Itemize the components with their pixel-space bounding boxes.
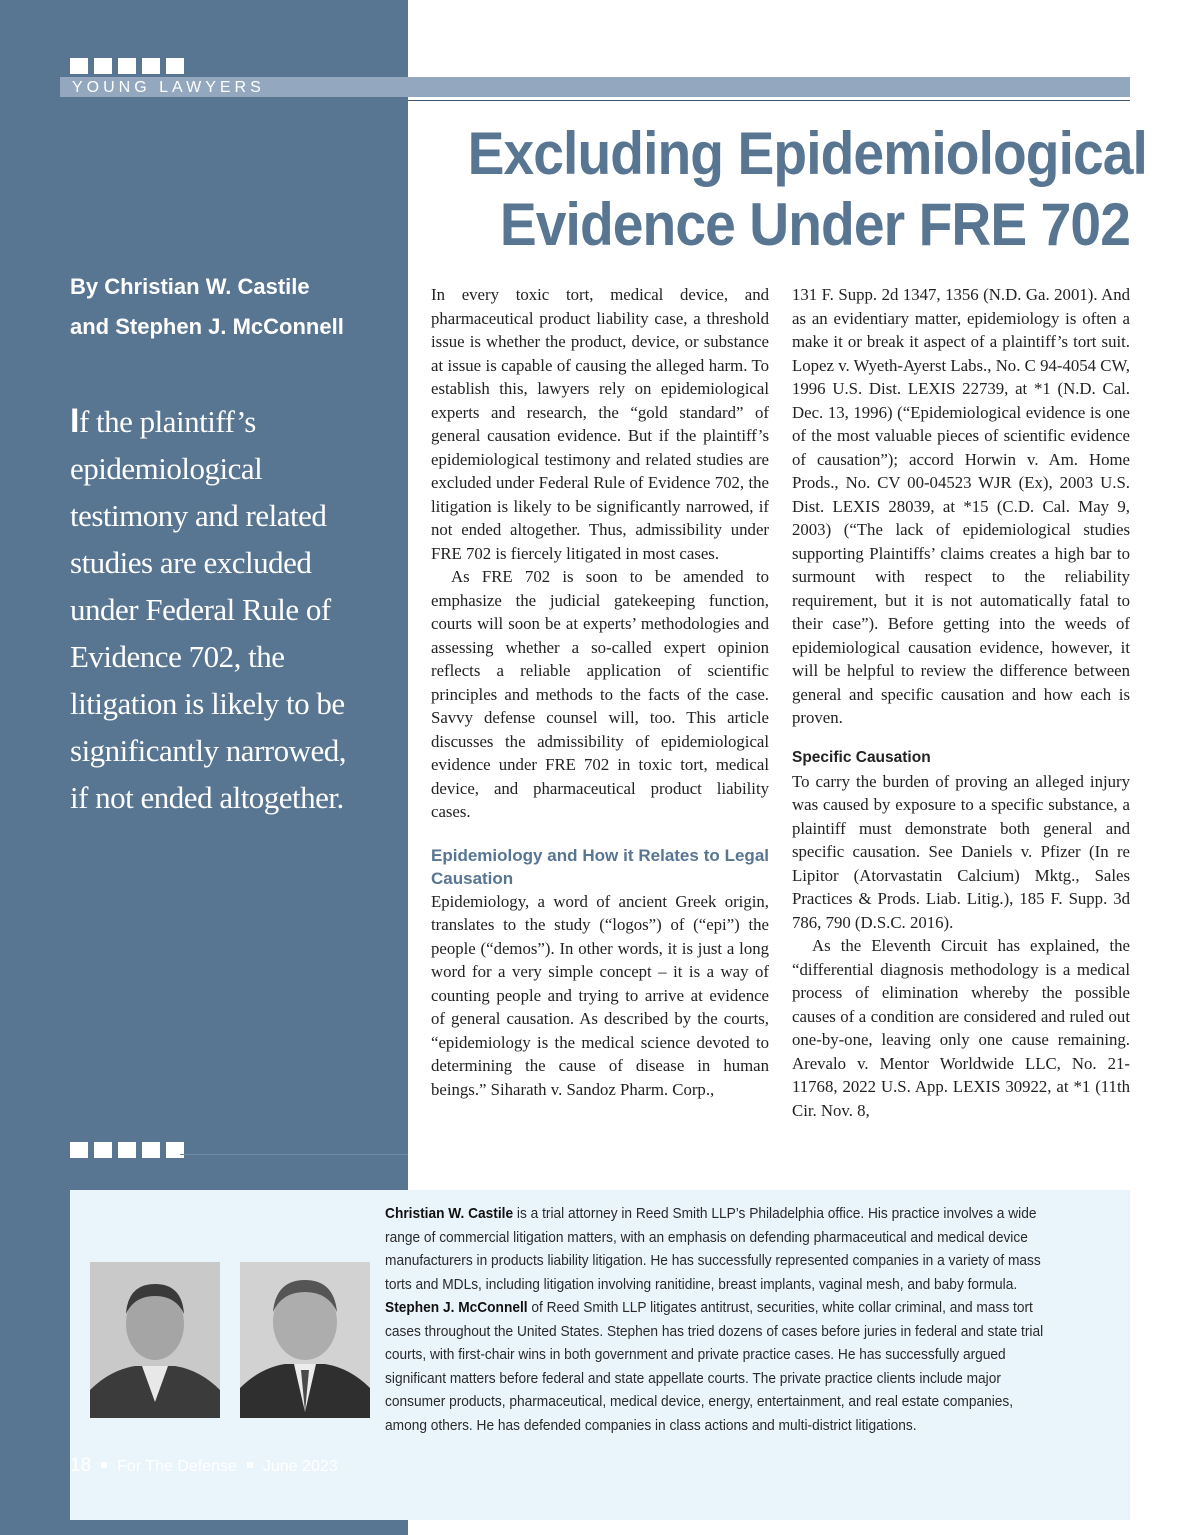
section-label: YOUNG LAWYERS [72,79,265,96]
decorative-squares-bottom [70,1142,184,1158]
article-title-line-1: Excluding Epidemiological [467,120,1147,187]
paragraph: 131 F. Supp. 2d 1347, 1356 (N.D. Ga. 2001). And as an evidentiary matter, epidemiology is often a make it or break it aspect of a plaintiff’s tort suit. Lopez v. Wyeth-Ayerst Labs., No. C 94-4054 CW, 1996 U.S. Dist. LEXIS 22739, at *1 (N.D. Cal. Dec. 13, 1996) (“Epidemiological evidence is one of the most valuable pieces of scientific evidence of causation”); accord Horwin v. Am. Home Prods., No. CV 00-04523 WJR (Ex), 2003 U.S. Dist. LEXIS 28039, at *15 (C.D. Cal. May 9, 2003) (“The lack of epidemiological studies supporting Plaintiffs’ claims creates a high bar to surmount with respect to the reliability requirement, but it is not automatically fatal to their case”). Before getting into the weeds of epidemiological causation evidence, however, it will be helpful to review the difference between general and specific causation and how each is proven. [792,285,1130,727]
byline [70,267,390,347]
bullet-separator [101,1462,107,1468]
pull-quote-text: f the plaintiff’s epidemiological testimony and related studies are excluded under Federal Rule of Evidence 702, the litigation is likely to be significantly narrowed, if not ended altogether. [70,404,347,815]
author-bio-text [88,1203,1052,1438]
publication-name: For The Defense [117,1458,237,1475]
article-title [467,118,1147,260]
paragraph: To carry the burden of proving an alleged injury was caused by exposure to a specific substance, a plaintiff must demonstrate both general and specific causation. See Daniels v. Pfizer (In re Lipitor (Atorvastatin Calcium) Mktg., Sales Practices & Prods. Liab. Litig.), 185 F. Supp. 3d 786, 790 (D.S.C. 2016). [792,771,1130,932]
article-column-2 [792,283,1130,1122]
bio-text-mcconnell: of Reed Smith LLP litigates antitrust, securities, white collar criminal, and mass tort cases throughout the United States. Stephen has tried dozens of cases before juries in federal and state trial courts, with first-chair wins in both government and private practice cases. He has successfully argued significant matters before federal and state appellate courts. The private practice clients include major consumer products, pharmaceutical, medical device, energy, entertainment, and real estate companies, among others. He has defended companies in class actions and multi-district litigations. [385,1300,1044,1434]
bullet-separator [247,1462,253,1468]
pull-quote [70,398,370,821]
photo-float-spacer [88,1250,385,1438]
bio-name-mcconnell: Stephen J. McConnell [385,1300,528,1316]
paragraph: As the Eleventh Circuit has explained, the “differential diagnosis methodology is a medical process of elimination whereby the possible causes of a condition are considered and ruled out one-by-one, leaving only one cause remaining. Arevalo v. Mentor Worldwide LLC, No. 21-11768, 2022 U.S. App. LEXIS 30922, at *1 (11th Cir. Nov. 8, [792,936,1130,1120]
publication-date: June 2023 [262,1458,338,1475]
paragraph: In every toxic tort, medical device, and pharmaceutical product liability case, a threshold issue is whether the product, device, or substance at issue is capable of causing the alleged harm. To establish this, lawyers rely on epidemiological experts and research, the “gold standard” of general causation evidence. But if the plaintiff’s epidemiological testimony and related studies are excluded under Federal Rule of Evidence 702, the litigation is likely to be significantly narrowed, if not ended altogether. Thus, admissibility under FRE 702 is fiercely litigated in most cases. [431,285,769,563]
section-heading-specific-causation: Specific Causation [792,748,931,766]
title-rule [408,100,1130,101]
byline-line-2: and Stephen J. McConnell [70,314,344,339]
bio-text-castile: is a trial attorney in Reed Smith LLP’s Philadelphia office. His practice involves a wide range of commercial litigation matters, with an emphasis on defending pharmaceutical and medical device manufacturers in products liability litigation. He has successfully represented companies in a variety of mass torts and MDLs, including litigation involving ranitidine, breast implants, vaginal mesh, and baby formula. [385,1206,1041,1293]
section-heading-epidemiology: Epidemiology and How it Relates to Legal Causation [431,845,769,888]
sidebar-bottom-rule [180,1154,408,1155]
byline-line-1: By Christian W. Castile [70,274,310,299]
article-column-1 [431,283,769,1101]
bio-name-castile: Christian W. Castile [385,1206,514,1222]
paragraph: As FRE 702 is soon to be amended to emphasize the judicial gatekeeping function, courts will soon be at experts’ methodologies and assessing whether a so-called expert opinion reflects a reliable application of scientific principles and methods to the facts of the case. Savvy defense counsel will, too. This article discusses the admissibility of epidemiological evidence under FRE 702 in toxic tort, medical device, and pharmaceutical product liability cases. [431,567,769,821]
decorative-squares-top [70,58,184,74]
page-footer [70,1456,338,1477]
page-number: 18 [70,1455,92,1476]
paragraph: Epidemiology, a word of ancient Greek origin, translates to the study (“logos”) of (“epi”) the people (“demos”). In other words, it is just a long word for a very simple concept – it is a way of counting people and trying to arrive at evidence of general causation. As described by the courts, “epidemiology is the medical science devoted to determining the cause of disease in human beings.” Siharath v. Sandoz Pharm. Corp., [431,891,769,1099]
article-title-line-2: Evidence Under FRE 702 [499,191,1130,258]
pull-quote-dropcap: I [70,402,79,440]
